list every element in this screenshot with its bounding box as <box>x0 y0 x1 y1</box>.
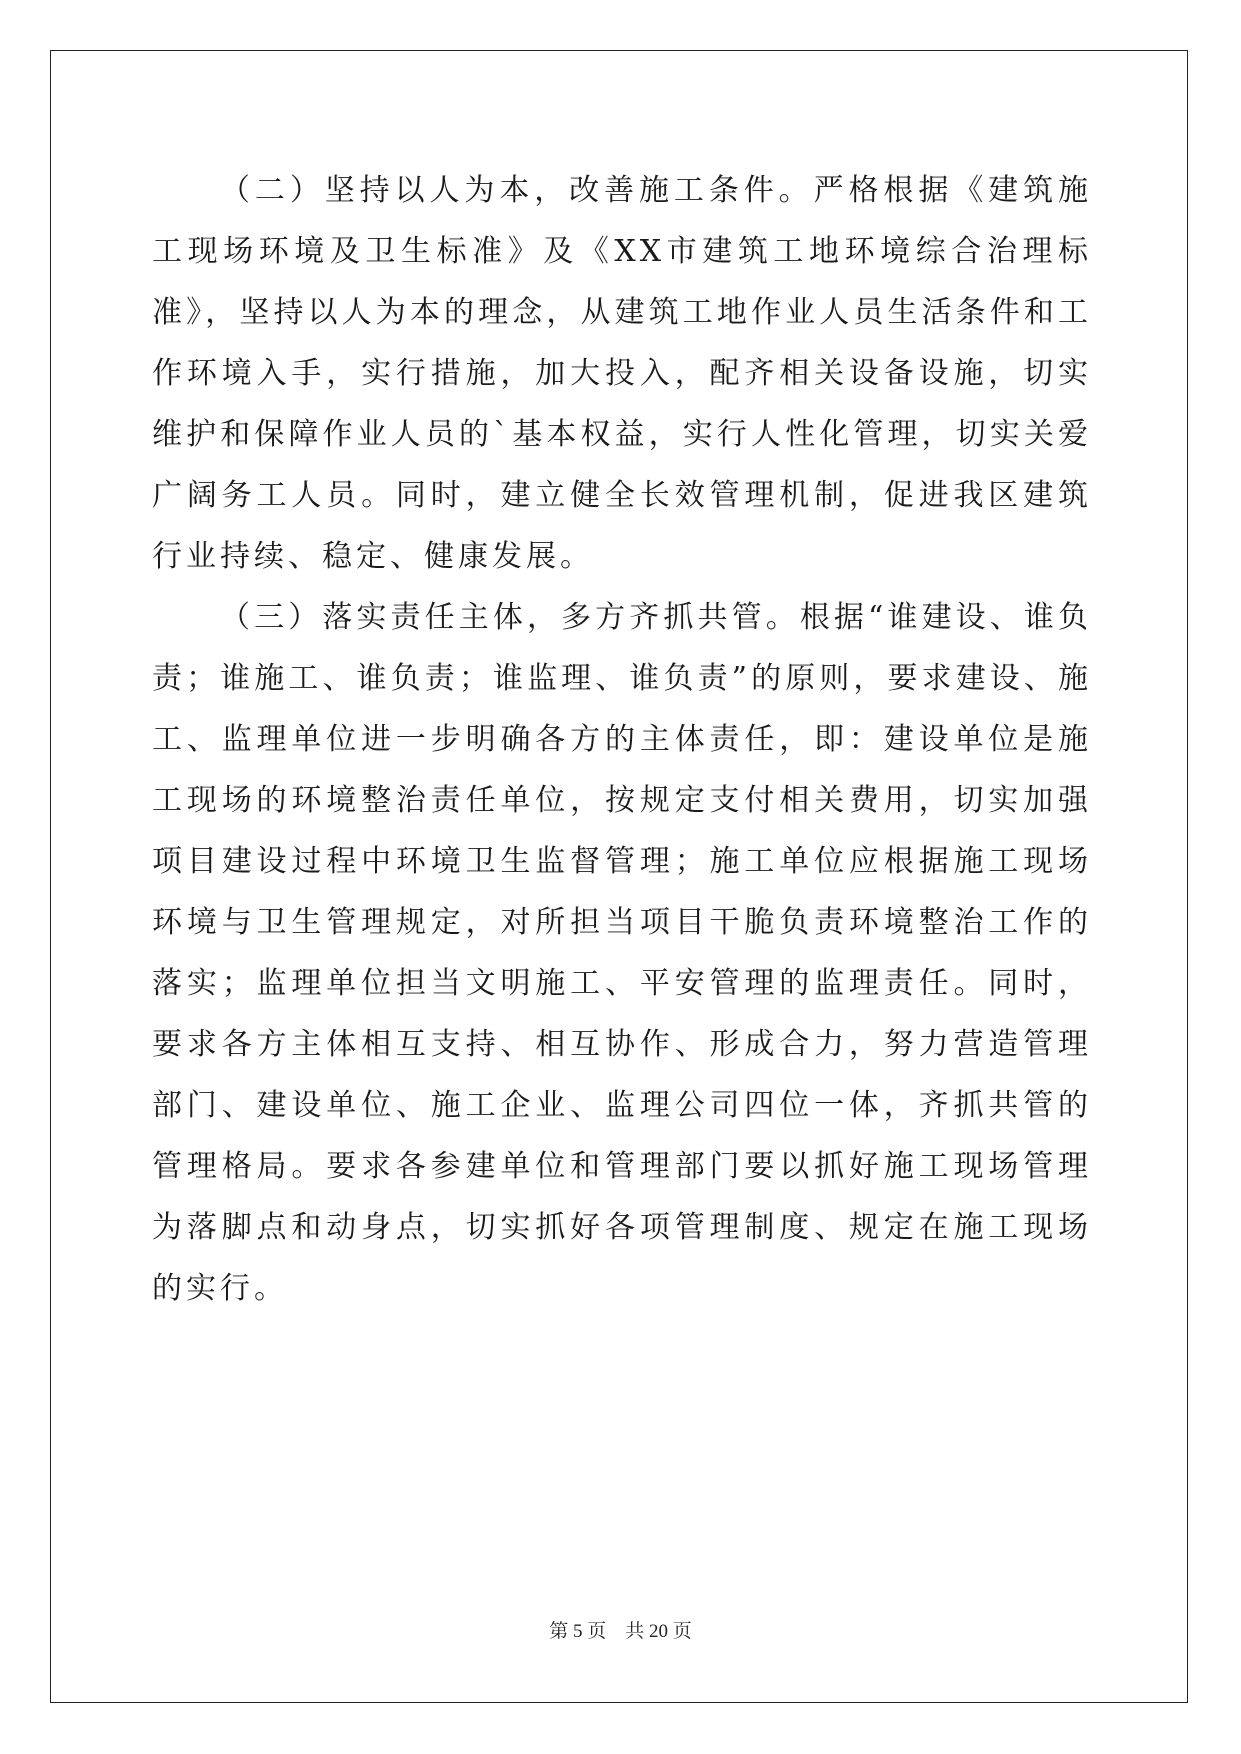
page-footer <box>0 1616 1241 1643</box>
document-body <box>152 160 1092 1319</box>
paragraph-2: （二）坚持以人为本，改善施工条件。严格根据《建筑施工现场环境及卫生标准》及《XX市建筑工地环境综合治理标准》，坚持以人为本的理念，从建筑工地作业人员生活条件和工作环境入手，实行措施，加大投入，配齐相关设备设施，切实维护和保障作业人员的`基本权益，实行人性化管理，切实关爱广阔务工人员。同时，建立健全长效管理机制，促进我区建筑行业持续、稳定、健康发展。 <box>152 173 1092 574</box>
paragraph-3: （三）落实责任主体，多方齐抓共管。根据“谁建设、谁负责；谁施工、谁负责；谁监理、谁负责”的原则，要求建设、施工、监理单位进一步明确各方的主体责任，即：建设单位是施工现场的环境整治责任单位，按规定支付相关费用，切实加强项目建设过程中环境卫生监督管理；施工单位应根据施工现场环境与卫生管理规定，对所担当项目干脆负责环境整治工作的落实；监理单位担当文明施工、平安管理的监理责任。同时，要求各方主体相互支持、相互协作、形成合力，努力营造管理部门、建设单位、施工企业、监理公司四位一体，齐抓共管的管理格局。要求各参建单位和管理部门要以抓好施工现场管理为落脚点和动身点，切实抓好各项管理制度、规定在施工现场的实行。 <box>152 600 1092 1306</box>
page-number: 第 5 页 共 20 页 <box>549 1621 692 1642</box>
